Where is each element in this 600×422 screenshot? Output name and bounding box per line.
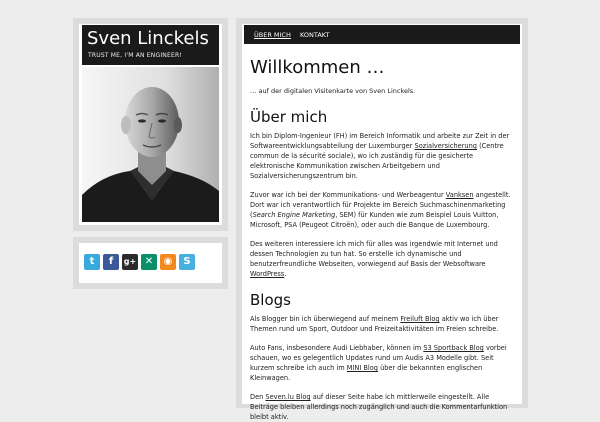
vanksen-link[interactable]: Vanksen xyxy=(445,191,474,199)
about-heading: Über mich xyxy=(250,108,328,126)
about-paragraph-1 xyxy=(250,131,516,181)
blogs-paragraph-3 xyxy=(250,392,516,422)
s3-sportback-blog-link[interactable]: S3 Sportback Blog xyxy=(423,344,484,352)
blogs-p2-text-a: Auto Fans, insbesondere Audi Liebhaber, können im xyxy=(250,344,424,352)
blogs-heading: Blogs xyxy=(250,291,291,309)
about-p2-text-a: Zuvor war ich bei der Kommunikations- und Werbeagentur xyxy=(250,191,446,199)
site-title[interactable]: Sven Linckels xyxy=(87,28,209,49)
main-content xyxy=(250,58,516,422)
blogs-paragraph-2 xyxy=(250,343,516,383)
about-p1-text-a: Ich bin Diplom-Ingenieur (FH) im Bereich Informatik und arbeite zur Zeit in der Softwareentwicklungsabteilung der Luxemburger xyxy=(250,132,510,150)
blogs-p2-text-b: vorbei schauen, wo es gelegentlich Updates rund um Audis A3 Modelle gibt. Seit kurzem schreibe ich auch im xyxy=(250,344,507,372)
intro-text: … auf der digitalen Visitenkarte von Sven Linckels. xyxy=(250,87,416,95)
social-icons xyxy=(84,254,195,270)
profile-photo xyxy=(82,67,219,222)
site-header xyxy=(82,25,219,65)
about-p3-text-b: . xyxy=(284,270,287,278)
blogs-p1-text-b: aktiv wo ich über Themen rund um Sport, Outdoor und Freizeitaktivitäten im Freien schreibe. xyxy=(250,315,499,333)
rss-icon[interactable]: ◉ xyxy=(160,254,176,270)
about-p3-text-a: Des weiteren interessiere ich mich für alles was irgendwie mit Internet und dessen Technologien zu tun hat. So erstelle ich dynamische und benutzerfreundliche Webseiten, vorwiegend auf Basis der Websoftware xyxy=(250,240,498,268)
page-title: Willkommen … xyxy=(250,57,385,78)
xing-icon[interactable]: ✕ xyxy=(141,254,157,270)
blogs-p3-text-a: Den xyxy=(250,393,266,401)
sozialversicherung-link[interactable]: Sozialversicherung xyxy=(414,142,477,150)
blogs-p2-text-c: über die bekannten englischen Kleinwagen. xyxy=(250,364,483,382)
blogs-p1-text-a: Als Blogger bin ich überwiegend auf meinem xyxy=(250,315,401,323)
skype-icon[interactable]: S xyxy=(179,254,195,270)
about-p2-text-b: angestellt. Dort war ich verantwortlich für Projekte im Bereich Suchmaschinenmarketing ( xyxy=(250,191,511,219)
about-paragraph-2 xyxy=(250,190,516,230)
about-p2-emphasis: Search Engine Marketing xyxy=(252,211,336,219)
about-p2-text-c: , SEM) für Kunden wie zum Beispiel Louis Vuitton, Microsoft, PSA (Peugeot Citroën), oder auch die Banque de Luxembourg. xyxy=(250,211,499,229)
blogs-p3-text-b: auf dieser Seite habe ich mittlerweile eingestellt. Alle Beiträge bleiben allerdings noch zugänglich und auch die Kommentarfunktion bleibt aktiv. xyxy=(250,393,508,421)
about-paragraph-3 xyxy=(250,239,516,279)
wordpress-link[interactable]: WordPress xyxy=(250,270,285,278)
blogs-paragraph-1 xyxy=(250,314,516,334)
facebook-icon[interactable]: f xyxy=(103,254,119,270)
nav-item-kontakt[interactable]: KONTAKT xyxy=(300,31,330,39)
site-tagline: TRUST ME, I'M AN ENGINEER! xyxy=(88,52,182,59)
sevenlu-blog-link[interactable]: Seven.lu Blog xyxy=(265,393,311,401)
mini-blog-link[interactable]: MINI Blog xyxy=(346,364,378,372)
freiluft-blog-link[interactable]: Freiluft Blog xyxy=(400,315,440,323)
about-p1-text-b: (Centre commun de la sécurité sociale), wo ich zuständig für die gesicherte elektronische Kommunikation zwischen Arbeitgebern und Sozialversicherungszentrum bin. xyxy=(250,142,504,180)
nav-item-ueber-mich[interactable]: ÜBER MICH xyxy=(254,31,291,39)
google-plus-icon[interactable]: g+ xyxy=(122,254,138,270)
portrait-illustration xyxy=(82,67,219,222)
twitter-icon[interactable]: t xyxy=(84,254,100,270)
main-navigation xyxy=(244,25,520,44)
